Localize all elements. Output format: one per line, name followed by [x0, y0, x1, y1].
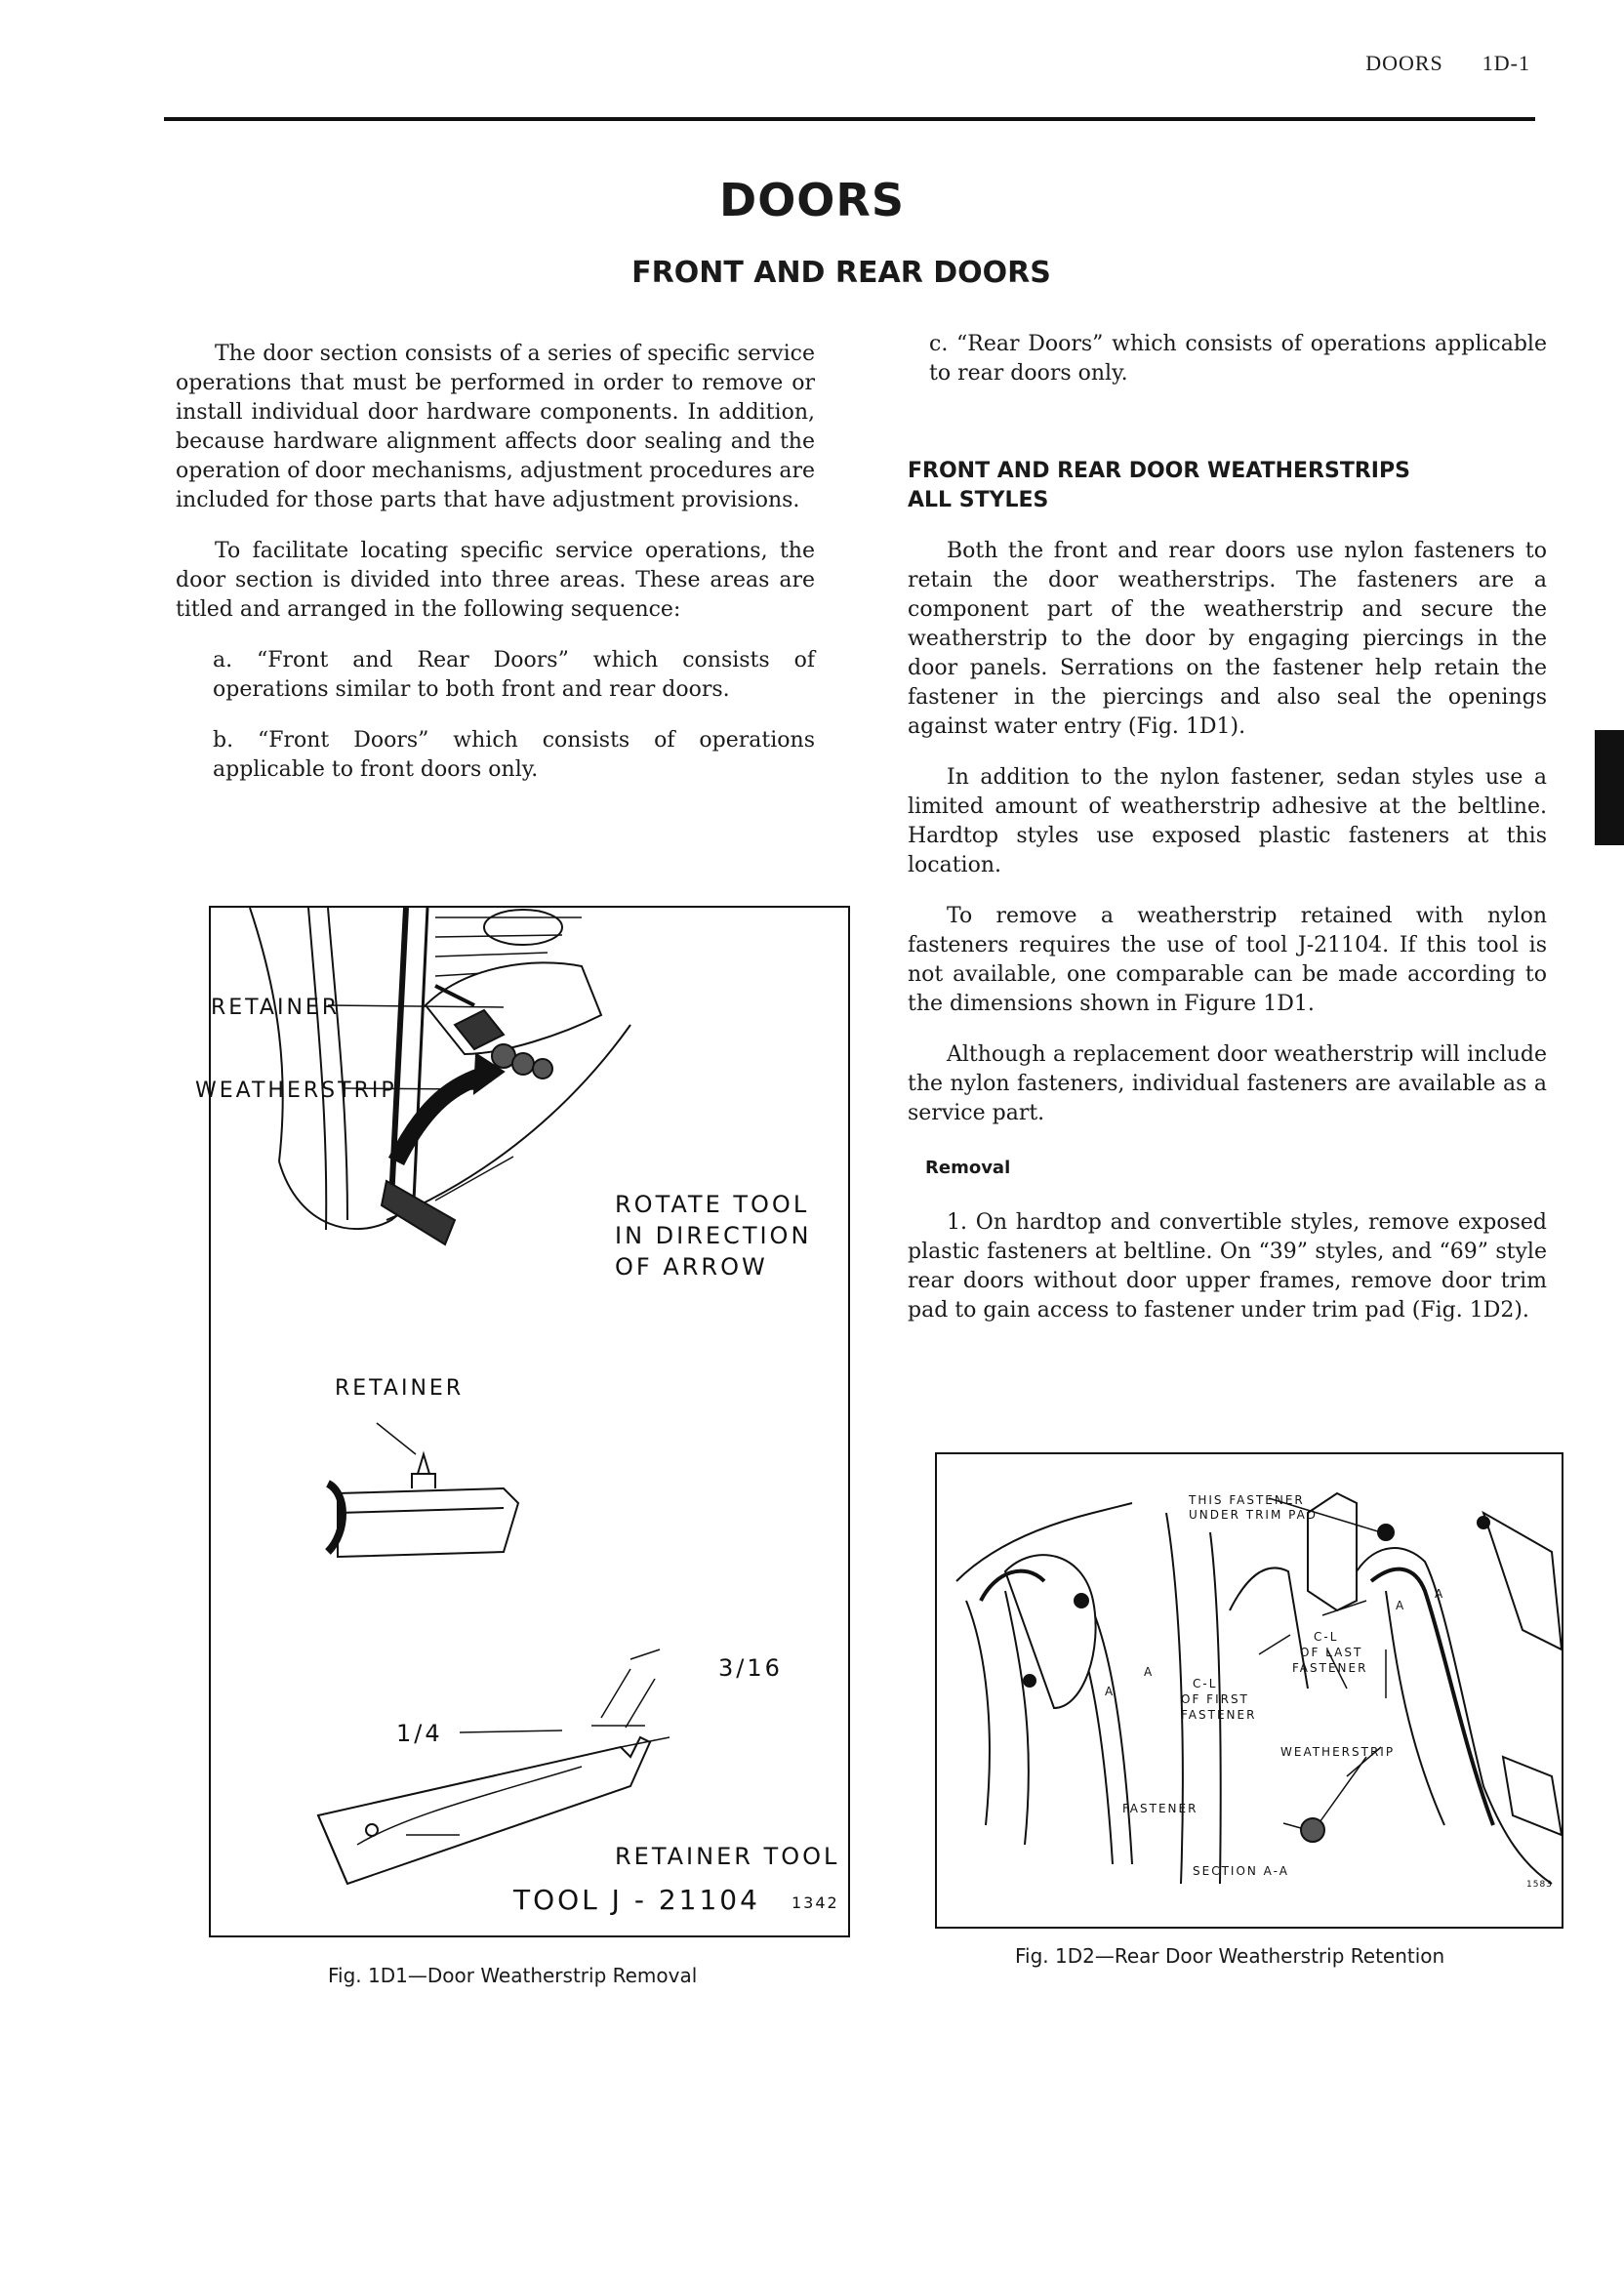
adhesive-paragraph: In addition to the nylon fastener, sedan styles use a limited amount of weatherstrip adhesive at the beltline. Hardtop styles use exposed plastic fasteners at this location.	[908, 765, 1547, 877]
label-rotate-1: ROTATE TOOL	[615, 1191, 810, 1218]
tool-paragraph: To remove a weatherstrip retained with nylon fasteners requires the use of tool J-21104. If this tool is not available, one comparable can be made according to the dimensions shown in Figure 1D1.	[908, 904, 1547, 1016]
label-weatherstrip-2: WEATHERSTRIP	[1280, 1745, 1396, 1759]
label-weatherstrip: WEATHERSTRIP	[195, 1079, 397, 1103]
figure-1d1	[195, 906, 850, 1937]
heading-line-2: ALL STYLES	[908, 488, 1049, 512]
running-head	[1326, 51, 1530, 76]
label-cl-first-2: OF FIRST	[1181, 1692, 1249, 1706]
label-retainer-mid: RETAINER	[335, 1376, 465, 1401]
heading-line-1: FRONT AND REAR DOOR WEATHERSTRIPS	[908, 459, 1410, 483]
header-rule	[164, 117, 1535, 121]
section-title: FRONT AND REAR DOORS	[631, 256, 1051, 290]
label-a-mid: A	[1144, 1665, 1155, 1679]
list-item-a: a. “Front and Rear Doors” which consists of operations similar to both front and rear doors.	[213, 648, 815, 702]
label-cl-last-3: FASTENER	[1292, 1661, 1368, 1675]
label-cl-last-1: C-L	[1314, 1630, 1339, 1644]
label-a-left: A	[1105, 1685, 1116, 1698]
list-item-c: c. “Rear Doors” which consists of operations applicable to rear doors only.	[929, 332, 1547, 386]
label-fig-code-2: 1583	[1526, 1880, 1553, 1890]
section-thumb-tab	[1595, 730, 1624, 845]
label-section-a-a: SECTION A-A	[1193, 1864, 1289, 1878]
label-this-fastener-1: THIS FASTENER	[1189, 1493, 1305, 1507]
intro-paragraph: The door section consists of a series of specific service operations that must be performed in order to remove or install individual door hardware components. In addition, because hardware alignment affects door sealing and the operation of door mechanisms, adjustment procedures are included for those parts that have adjustment provisions.	[176, 342, 815, 512]
label-fig-code-1: 1342	[792, 1893, 839, 1912]
label-cl-first-3: FASTENER	[1181, 1708, 1257, 1722]
label-cl-first-1: C-L	[1193, 1677, 1218, 1690]
removal-step-1: 1. On hardtop and convertible styles, remove exposed plastic fasteners at beltline. On “39” styles, and “69” style rear doors without door upper frames, remove door trim pad to gain access to fastener under trim pad (Fig. 1D2).	[908, 1210, 1547, 1323]
figure-1d2-illustration	[937, 1454, 1565, 1931]
fasteners-paragraph: Both the front and rear doors use nylon fasteners to retain the door weatherstrips. The fasteners are a component part of the weatherstrip and secure the weatherstrip to the door by engaging piercings in the door panels. Serrations on the fastener help retain the fastener in the piercings and also seal the openings against water entry (Fig. 1D1).	[908, 539, 1547, 739]
page-number: 1D-1	[1482, 51, 1530, 75]
label-a-far-right: A	[1435, 1587, 1445, 1601]
figure-1d1-caption: Fig. 1D1—Door Weatherstrip Removal	[328, 1964, 698, 1987]
label-fastener: FASTENER	[1122, 1802, 1198, 1815]
page-title: DOORS	[719, 174, 905, 226]
label-dim-1-4: 1/4	[396, 1720, 443, 1747]
left-column	[176, 340, 815, 806]
label-rotate-2: IN DIRECTION	[615, 1222, 812, 1249]
removal-heading: Removal	[925, 1158, 1011, 1178]
label-a-right: A	[1396, 1599, 1406, 1612]
label-tool-number: TOOL J - 21104	[513, 1884, 760, 1916]
label-cl-last-2: OF LAST	[1300, 1646, 1363, 1659]
list-item-b: b. “Front Doors” which consists of operations applicable to front doors only.	[213, 728, 815, 782]
weatherstrip-heading	[908, 457, 1547, 515]
label-retainer-tool: RETAINER TOOL	[615, 1843, 840, 1870]
replacement-paragraph: Although a replacement door weatherstrip will include the nylon fasteners, individual fasteners are available as a service part.	[908, 1042, 1547, 1125]
right-column	[908, 330, 1547, 1347]
section-name: DOORS	[1365, 51, 1443, 75]
figure-1d2-caption: Fig. 1D2—Rear Door Weatherstrip Retention	[1015, 1944, 1445, 1968]
label-retainer-top: RETAINER	[211, 996, 341, 1020]
label-dim-3-16: 3/16	[718, 1654, 783, 1682]
figure-1d1-illustration	[211, 908, 852, 1939]
figure-1d2	[935, 1452, 1563, 1929]
label-rotate-3: OF ARROW	[615, 1253, 768, 1281]
label-this-fastener-2: UNDER TRIM PAD	[1189, 1508, 1319, 1522]
areas-paragraph: To facilitate locating specific service operations, the door section is divided into three areas. These areas are titled and arranged in the following sequence:	[176, 539, 815, 622]
